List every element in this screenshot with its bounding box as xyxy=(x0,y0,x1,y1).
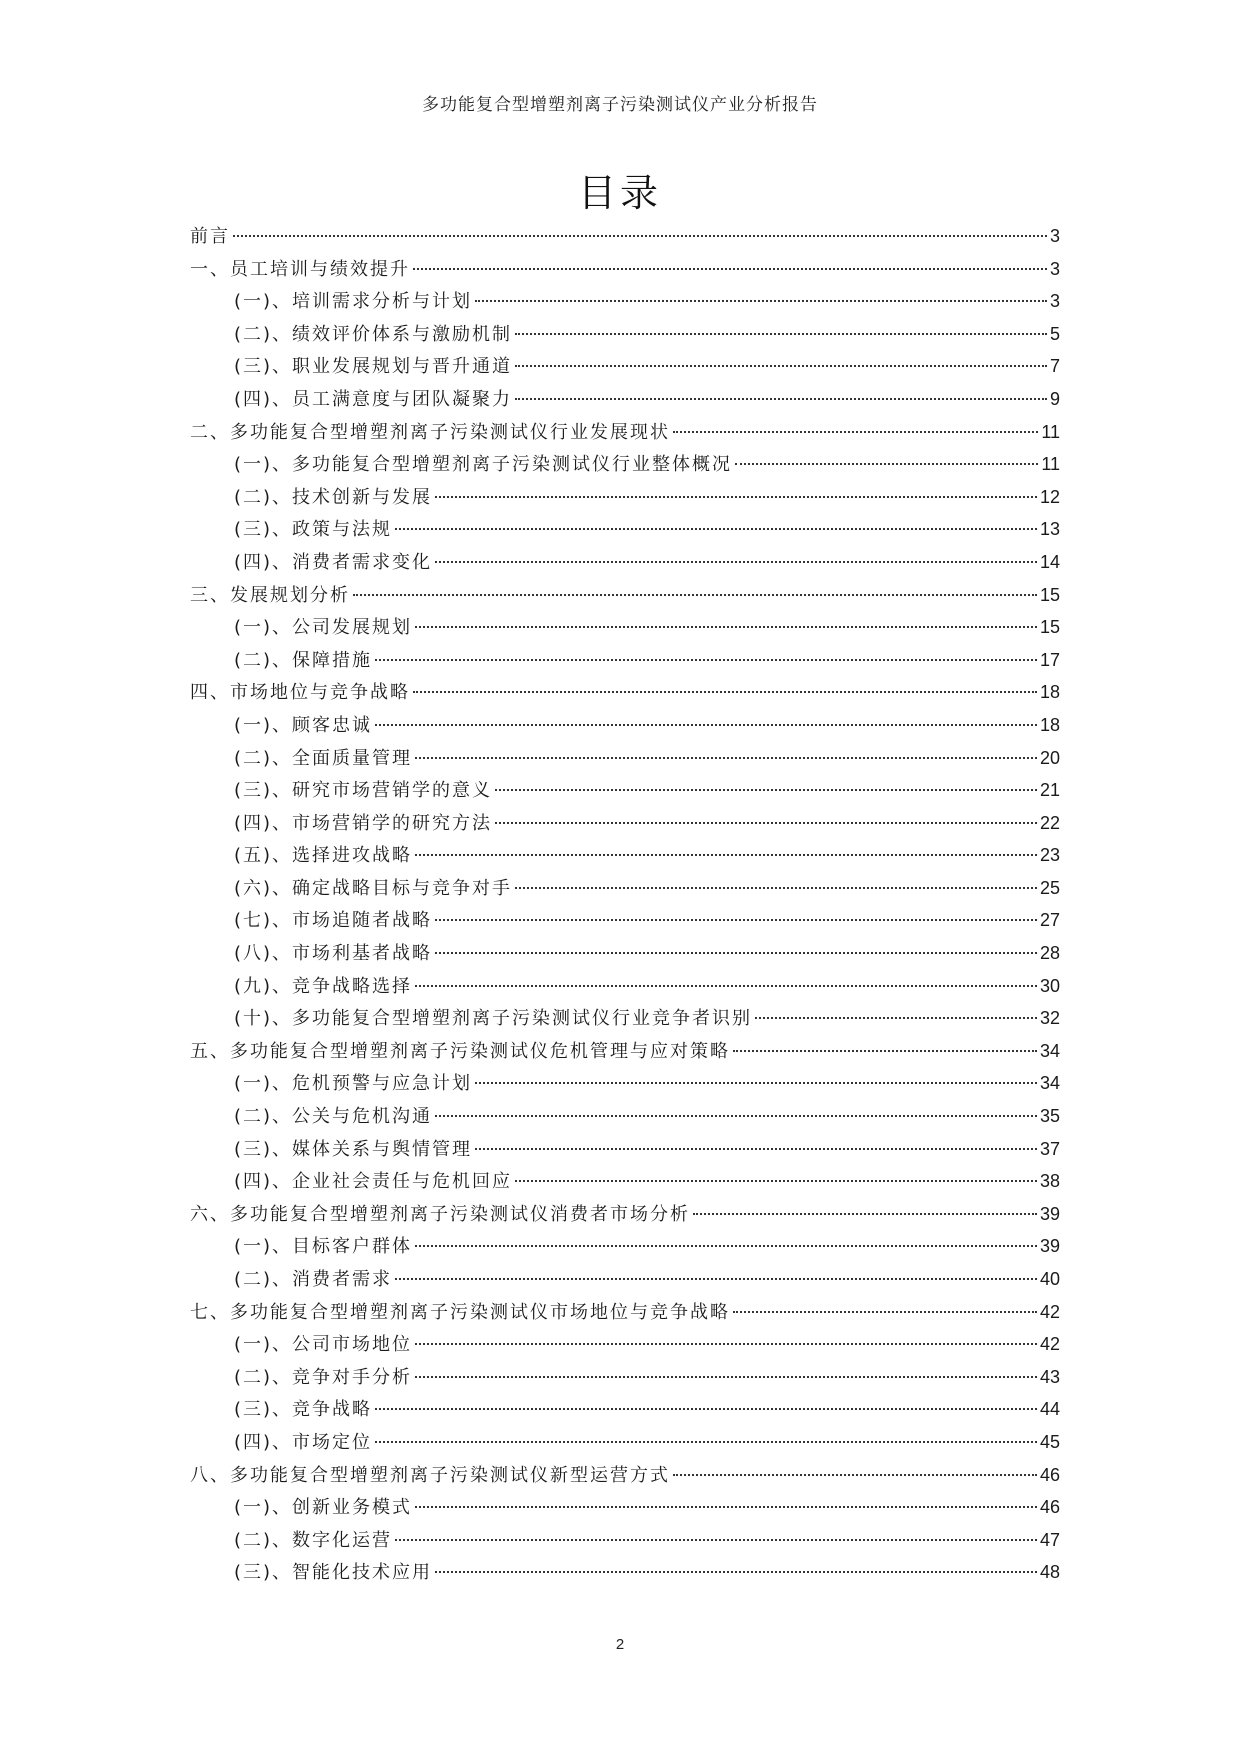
toc-dot-leader xyxy=(353,594,1037,596)
toc-entry-label: 六、多功能复合型增塑剂离子污染测试仪消费者市场分析 xyxy=(190,1203,690,1225)
toc-dot-leader xyxy=(395,1539,1037,1541)
toc-entry-label: (二)、竞争对手分析 xyxy=(234,1366,413,1388)
toc-dot-leader xyxy=(435,1571,1037,1573)
toc-section-entry[interactable] xyxy=(190,1002,1060,1035)
toc-section-entry[interactable] xyxy=(190,872,1060,905)
toc-section-entry[interactable] xyxy=(190,546,1060,579)
toc-entry-page-number: 39 xyxy=(1039,1203,1060,1224)
toc-chapter-entry[interactable] xyxy=(190,1296,1060,1329)
toc-entry-page-number: 30 xyxy=(1039,975,1060,996)
toc-chapter-entry[interactable] xyxy=(190,220,1060,253)
toc-entry-page-number: 47 xyxy=(1039,1529,1060,1550)
toc-section-entry[interactable] xyxy=(190,1133,1060,1166)
toc-entry-page-number: 48 xyxy=(1039,1562,1060,1583)
toc-dot-leader xyxy=(515,398,1047,400)
toc-section-entry[interactable] xyxy=(190,448,1060,481)
toc-dot-leader xyxy=(435,1115,1037,1117)
toc-entry-label: (五)、选择进攻战略 xyxy=(234,845,413,867)
toc-entry-label: (二)、绩效评价体系与激励机制 xyxy=(234,323,513,345)
toc-section-entry[interactable] xyxy=(190,644,1060,677)
toc-section-entry[interactable] xyxy=(190,318,1060,351)
toc-dot-leader xyxy=(515,887,1037,889)
toc-entry-page-number: 22 xyxy=(1039,812,1060,833)
toc-entry-label: (一)、创新业务模式 xyxy=(234,1497,413,1519)
toc-dot-leader xyxy=(375,659,1037,661)
toc-dot-leader xyxy=(435,561,1037,563)
toc-dot-leader xyxy=(475,1148,1037,1150)
toc-dot-leader xyxy=(375,724,1037,726)
toc-entry-label: (三)、政策与法规 xyxy=(234,519,393,541)
table-of-contents xyxy=(190,220,1060,1589)
toc-entry-page-number: 15 xyxy=(1039,584,1060,605)
toc-entry-label: (四)、企业社会责任与危机回应 xyxy=(234,1171,513,1193)
toc-entry-label: (十)、多功能复合型增塑剂离子污染测试仪行业竞争者识别 xyxy=(234,1008,753,1030)
toc-entry-page-number: 3 xyxy=(1049,258,1060,279)
toc-entry-label: (一)、目标客户群体 xyxy=(234,1236,413,1258)
toc-dot-leader xyxy=(733,1311,1037,1313)
toc-entry-page-number: 11 xyxy=(1041,454,1060,475)
toc-dot-leader xyxy=(495,789,1037,791)
toc-entry-label: 八、多功能复合型增塑剂离子污染测试仪新型运营方式 xyxy=(190,1464,670,1486)
toc-section-entry[interactable] xyxy=(190,709,1060,742)
toc-section-entry[interactable] xyxy=(190,839,1060,872)
toc-entry-label: (四)、消费者需求变化 xyxy=(234,551,433,573)
toc-dot-leader xyxy=(395,1278,1037,1280)
toc-dot-leader xyxy=(735,463,1038,465)
toc-entry-label: (四)、市场定位 xyxy=(234,1431,373,1453)
toc-section-entry[interactable] xyxy=(190,1361,1060,1394)
toc-entry-page-number: 13 xyxy=(1039,519,1060,540)
toc-chapter-entry[interactable] xyxy=(190,1035,1060,1068)
toc-section-entry[interactable] xyxy=(190,481,1060,514)
toc-entry-label: 五、多功能复合型增塑剂离子污染测试仪危机管理与应对策略 xyxy=(190,1040,730,1062)
toc-dot-leader xyxy=(755,1017,1037,1019)
toc-chapter-entry[interactable] xyxy=(190,253,1060,286)
toc-section-entry[interactable] xyxy=(190,285,1060,318)
toc-section-entry[interactable] xyxy=(190,1491,1060,1524)
toc-dot-leader xyxy=(395,528,1037,530)
toc-dot-leader xyxy=(415,1376,1037,1378)
toc-entry-label: (三)、职业发展规划与晋升通道 xyxy=(234,356,513,378)
toc-entry-page-number: 40 xyxy=(1039,1269,1060,1289)
toc-entry-page-number: 38 xyxy=(1039,1171,1060,1192)
toc-dot-leader xyxy=(435,952,1037,954)
toc-section-entry[interactable] xyxy=(190,1524,1060,1557)
toc-entry-label: (一)、危机预警与应急计划 xyxy=(234,1073,473,1095)
toc-section-entry[interactable] xyxy=(190,383,1060,416)
toc-dot-leader xyxy=(435,919,1037,921)
toc-entry-label: (一)、顾客忠诚 xyxy=(234,714,373,736)
toc-section-entry[interactable] xyxy=(190,1100,1060,1133)
toc-entry-label: (二)、公关与危机沟通 xyxy=(234,1106,433,1128)
toc-entry-page-number: 46 xyxy=(1039,1464,1060,1485)
toc-entry-page-number: 42 xyxy=(1039,1301,1060,1322)
toc-entry-page-number: 3 xyxy=(1049,291,1060,312)
toc-entry-page-number: 18 xyxy=(1039,714,1060,735)
toc-chapter-entry[interactable] xyxy=(190,579,1060,612)
toc-entry-page-number: 35 xyxy=(1039,1106,1060,1127)
toc-dot-leader xyxy=(415,1343,1037,1345)
toc-entry-label: (二)、全面质量管理 xyxy=(234,747,413,769)
toc-dot-leader xyxy=(415,1506,1037,1508)
toc-dot-leader xyxy=(415,985,1037,987)
toc-entry-label: (七)、市场追随者战略 xyxy=(234,910,433,932)
toc-entry-label: (二)、技术创新与发展 xyxy=(234,486,433,508)
toc-entry-page-number: 20 xyxy=(1039,747,1060,768)
page-number: 2 xyxy=(615,1636,625,1653)
toc-dot-leader xyxy=(375,1408,1037,1410)
toc-dot-leader xyxy=(475,1082,1037,1084)
toc-entry-page-number: 34 xyxy=(1039,1073,1060,1094)
toc-entry-page-number: 14 xyxy=(1039,551,1060,572)
toc-entry-label: (六)、确定战略目标与竞争对手 xyxy=(234,877,513,899)
toc-section-entry[interactable] xyxy=(190,350,1060,383)
toc-entry-page-number: 23 xyxy=(1039,845,1060,866)
toc-entry-page-number: 34 xyxy=(1039,1040,1060,1061)
toc-entry-page-number: 12 xyxy=(1039,486,1060,507)
toc-entry-page-number: 43 xyxy=(1039,1366,1060,1387)
toc-entry-page-number: 44 xyxy=(1039,1399,1060,1420)
toc-dot-leader xyxy=(375,1441,1037,1443)
toc-dot-leader xyxy=(233,235,1047,237)
toc-entry-label: 前言 xyxy=(190,226,230,247)
toc-entry-label: 二、多功能复合型增塑剂离子污染测试仪行业发展现状 xyxy=(190,421,670,443)
toc-entry-label: 四、市场地位与竞争战略 xyxy=(190,682,410,704)
toc-entry-page-number: 27 xyxy=(1039,910,1060,931)
toc-section-entry[interactable] xyxy=(190,807,1060,840)
toc-section-entry[interactable] xyxy=(190,1067,1060,1100)
toc-section-entry[interactable] xyxy=(190,611,1060,644)
toc-entry-page-number: 3 xyxy=(1049,226,1060,246)
toc-section-entry[interactable] xyxy=(190,774,1060,807)
toc-section-entry[interactable] xyxy=(190,1393,1060,1426)
toc-entry-label: (一)、公司发展规划 xyxy=(234,617,413,639)
toc-dot-leader xyxy=(515,333,1047,335)
toc-entry-page-number: 7 xyxy=(1049,356,1060,377)
toc-entry-label: (四)、市场营销学的研究方法 xyxy=(234,812,493,834)
toc-entry-page-number: 9 xyxy=(1049,388,1060,409)
toc-dot-leader xyxy=(413,691,1037,693)
toc-entry-label: (一)、培训需求分析与计划 xyxy=(234,291,473,313)
toc-entry-label: (一)、多功能复合型增塑剂离子污染测试仪行业整体概况 xyxy=(234,454,733,476)
toc-section-entry[interactable] xyxy=(190,513,1060,546)
toc-dot-leader xyxy=(413,268,1047,270)
toc-dot-leader xyxy=(673,431,1038,433)
toc-dot-leader xyxy=(515,1180,1037,1182)
toc-section-entry[interactable] xyxy=(190,1165,1060,1198)
toc-entry-page-number: 21 xyxy=(1039,780,1060,801)
toc-entry-label: (三)、竞争战略 xyxy=(234,1399,373,1421)
toc-section-entry[interactable] xyxy=(190,970,1060,1003)
toc-section-entry[interactable] xyxy=(190,1328,1060,1361)
toc-entry-page-number: 39 xyxy=(1039,1236,1060,1257)
toc-entry-label: (二)、消费者需求 xyxy=(234,1269,393,1290)
toc-entry-label: (二)、保障措施 xyxy=(234,649,373,671)
toc-entry-label: (一)、公司市场地位 xyxy=(234,1334,413,1356)
toc-dot-leader xyxy=(415,854,1037,856)
toc-dot-leader xyxy=(475,300,1047,302)
toc-entry-label: 三、发展规划分析 xyxy=(190,584,350,606)
toc-section-entry[interactable] xyxy=(190,1263,1060,1296)
toc-entry-page-number: 45 xyxy=(1039,1431,1060,1452)
toc-entry-page-number: 5 xyxy=(1049,323,1060,344)
toc-dot-leader xyxy=(673,1474,1037,1476)
toc-section-entry[interactable] xyxy=(190,904,1060,937)
toc-entry-page-number: 28 xyxy=(1039,943,1060,964)
toc-entry-page-number: 42 xyxy=(1039,1334,1060,1355)
toc-entry-page-number: 15 xyxy=(1039,617,1060,638)
toc-title: 目录 xyxy=(577,171,662,215)
toc-section-entry[interactable] xyxy=(190,937,1060,970)
toc-dot-leader xyxy=(415,626,1037,628)
toc-dot-leader xyxy=(435,496,1037,498)
toc-dot-leader xyxy=(693,1213,1037,1215)
toc-entry-label: (三)、智能化技术应用 xyxy=(234,1562,433,1584)
toc-chapter-entry[interactable] xyxy=(190,1198,1060,1231)
toc-section-entry[interactable] xyxy=(190,1230,1060,1263)
toc-chapter-entry[interactable] xyxy=(190,1459,1060,1492)
toc-entry-page-number: 17 xyxy=(1039,649,1060,670)
toc-dot-leader xyxy=(495,822,1037,824)
toc-entry-label: (二)、数字化运营 xyxy=(234,1529,393,1551)
toc-entry-page-number: 37 xyxy=(1039,1138,1060,1159)
toc-entry-page-number: 11 xyxy=(1041,421,1060,442)
toc-chapter-entry[interactable] xyxy=(190,676,1060,709)
toc-entry-label: (九)、竞争战略选择 xyxy=(234,975,413,997)
toc-chapter-entry[interactable] xyxy=(190,416,1060,449)
toc-entry-label: (四)、员工满意度与团队凝聚力 xyxy=(234,388,513,410)
toc-dot-leader xyxy=(415,1245,1037,1247)
toc-entry-page-number: 18 xyxy=(1039,682,1060,703)
toc-dot-leader xyxy=(515,365,1047,367)
toc-entry-page-number: 32 xyxy=(1039,1008,1060,1029)
toc-entry-label: 七、多功能复合型增塑剂离子污染测试仪市场地位与竞争战略 xyxy=(190,1301,730,1323)
toc-dot-leader xyxy=(415,757,1037,759)
toc-entry-label: (三)、研究市场营销学的意义 xyxy=(234,780,493,802)
toc-section-entry[interactable] xyxy=(190,742,1060,775)
toc-entry-page-number: 46 xyxy=(1039,1497,1060,1518)
toc-entry-label: 一、员工培训与绩效提升 xyxy=(190,258,410,280)
toc-entry-label: (八)、市场利基者战略 xyxy=(234,943,433,965)
toc-dot-leader xyxy=(733,1050,1037,1052)
toc-section-entry[interactable] xyxy=(190,1556,1060,1589)
toc-entry-page-number: 25 xyxy=(1039,877,1060,898)
toc-entry-label: (三)、媒体关系与舆情管理 xyxy=(234,1138,473,1160)
toc-section-entry[interactable] xyxy=(190,1426,1060,1459)
page-header: 多功能复合型增塑剂离子污染测试仪产业分析报告 xyxy=(422,95,818,115)
